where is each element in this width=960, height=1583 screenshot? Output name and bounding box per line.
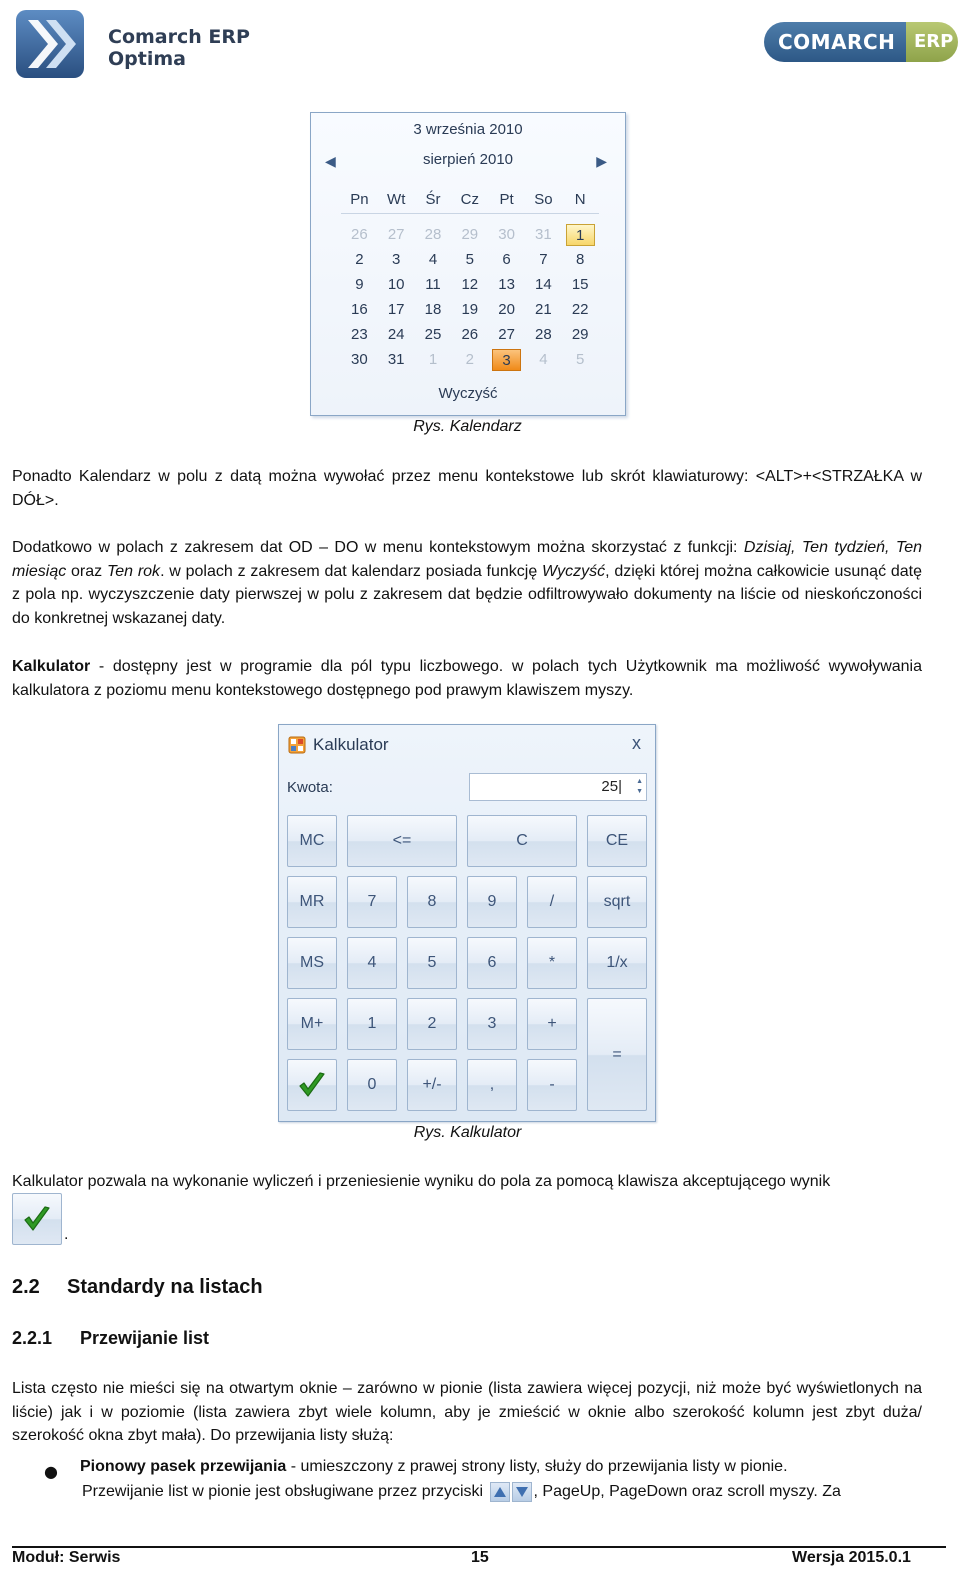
logo-erp-text: ERP [906, 22, 958, 62]
digit-4-button[interactable]: 4 [347, 937, 397, 989]
calendar-day[interactable]: 2 [465, 351, 474, 368]
calendar-day[interactable]: 8 [576, 251, 585, 268]
paragraph-scrolling: Lista często nie mieści się na otwartym oknie – zarówno w pionie (lista zawiera więcej pozycji, niż może być wyświetlonych na liście) jak i w poziomie (lista zawiera zbyt wiele kolumn, aby je zmieścić w oknie albo szerokość kolumn jest zbyt duża/ szerokość okna zbyt mała). Do przewijania listy służą: [12, 1380, 922, 1444]
calendar-day[interactable]: 31 [535, 226, 552, 243]
digit-7-button[interactable]: 7 [347, 876, 397, 928]
calendar-day[interactable]: 3 [392, 251, 401, 268]
heading-number: 2.2.1 [12, 1328, 53, 1348]
calendar-day[interactable]: 28 [424, 226, 442, 243]
calendar-day[interactable]: 14 [535, 276, 552, 293]
calendar-day[interactable]: 27 [387, 226, 405, 243]
section-heading-2-2-1 [12, 1328, 209, 1349]
m-plus-button[interactable]: M+ [287, 998, 337, 1050]
backspace-button[interactable]: <= [347, 815, 457, 867]
sqrt-button[interactable]: sqrt [587, 876, 647, 928]
weekday-label: N [574, 191, 586, 208]
calendar-day[interactable]: 6 [502, 251, 511, 268]
equals-button[interactable]: = [587, 998, 647, 1111]
weekday-label: Cz [460, 191, 479, 208]
calendar-today-label[interactable]: 3 września 2010 [413, 121, 523, 138]
weekday-label: Wt [387, 191, 406, 208]
bullet-title: Pionowy pasek przewijania [80, 1458, 287, 1475]
next-month-arrow-icon[interactable]: ▶ [596, 153, 607, 169]
logo-line-1: Comarch ERP [108, 26, 250, 48]
calendar-caption: Rys. Kalendarz [413, 418, 522, 435]
p2-wyczysc: Wyczyść [542, 562, 606, 580]
optima-logo-icon [14, 8, 86, 80]
logo-text [108, 26, 250, 70]
paragraph-calendar-shortcut: Ponadto Kalendarz w polu z datą można wywołać przez menu kontekstowe lub skrót klawiaturowy: <ALT>+<STRZAŁKA w DÓŁ>. [12, 468, 922, 509]
logo-line-2: Optima [108, 48, 186, 70]
footer-version: Wersja 2015.0.1 [792, 1549, 911, 1566]
calculator-title: Kalkulator [313, 735, 389, 754]
digit-6-button[interactable]: 6 [467, 937, 517, 989]
heading-title: Standardy na listach [67, 1276, 263, 1298]
calendar-day[interactable]: 17 [387, 301, 405, 318]
accept-button-inline [12, 1193, 62, 1245]
calendar-day[interactable]: 7 [539, 251, 548, 268]
digit-9-button[interactable]: 9 [467, 876, 517, 928]
p2-text-e: . w polach z zakresem dat kalendarz posiada funkcję [160, 562, 543, 580]
amount-input[interactable] [469, 773, 647, 801]
calendar-clear-button[interactable]: Wyczyść [438, 385, 498, 402]
comarch-optima-logo [14, 8, 254, 80]
heading-number: 2.2 [12, 1276, 40, 1298]
mr-button[interactable]: MR [287, 876, 337, 928]
p2-functions: Dzisiaj, Ten tydzień, Ten miesiąc [12, 539, 922, 580]
calendar-day[interactable]: 18 [424, 301, 442, 318]
accept-button[interactable] [287, 1059, 337, 1111]
clear-entry-button[interactable]: CE [587, 815, 647, 867]
calculator-window [278, 724, 656, 1122]
calendar-day[interactable]: 4 [539, 351, 548, 368]
comma-button[interactable]: , [467, 1059, 517, 1111]
calendar-day[interactable]: 21 [535, 301, 552, 318]
sign-toggle-button[interactable]: +/- [407, 1059, 457, 1111]
plus-button[interactable]: + [527, 998, 577, 1050]
section-heading-2-2 [12, 1276, 263, 1299]
reciprocal-button[interactable]: 1/x [587, 937, 647, 989]
calendar-day[interactable]: 19 [461, 301, 479, 318]
calendar-day[interactable]: 26 [461, 326, 479, 343]
paragraph-calculator [12, 655, 922, 702]
heading-title: Przewijanie list [80, 1328, 210, 1348]
calendar-separator [341, 213, 599, 214]
footer-divider [12, 1546, 946, 1548]
calendar-day[interactable]: 15 [571, 276, 589, 293]
calendar-day[interactable]: 1 [428, 351, 438, 368]
bullet-text-a: - umieszczony z prawej strony listy, służy do przewijania listy w pionie. [286, 1458, 788, 1475]
weekday-label: Pt [499, 191, 514, 208]
spin-down-icon[interactable]: ▼ [636, 788, 643, 795]
digit-3-button[interactable]: 3 [467, 998, 517, 1050]
bullet-text-c: , PageUp, PageDown oraz scroll myszy. Za [533, 1483, 841, 1500]
digit-2-button[interactable]: 2 [407, 998, 457, 1050]
weekday-label: So [534, 191, 553, 208]
checkmark-icon [297, 1070, 327, 1100]
calendar-day[interactable]: 11 [425, 276, 441, 293]
digit-1-button[interactable]: 1 [347, 998, 397, 1050]
digit-5-button[interactable]: 5 [407, 937, 457, 989]
spin-up-icon[interactable]: ▲ [636, 778, 643, 785]
calendar-month-label[interactable]: sierpień 2010 [422, 151, 514, 168]
calendar-day[interactable]: 3 [492, 349, 521, 371]
calendar-day[interactable]: 9 [355, 276, 364, 293]
calendar-day[interactable]: 23 [351, 326, 368, 343]
weekday-label: Śr [425, 191, 441, 208]
calendar-day[interactable]: 31 [387, 351, 405, 368]
amount-value: 25 [601, 778, 619, 795]
amount-label: Kwota: [287, 779, 333, 796]
calendar-day[interactable]: 28 [535, 326, 552, 343]
scroll-down-arrow-icon [512, 1482, 532, 1502]
bullet-vertical-scrollbar [80, 1455, 922, 1479]
calculator-app-icon [288, 736, 306, 754]
footer-page-number: 15 [471, 1549, 489, 1566]
calendar-day[interactable]: 29 [571, 326, 589, 343]
calendar-day[interactable]: 22 [571, 301, 589, 318]
calendar-day[interactable]: 30 [351, 351, 368, 368]
paragraph-date-range [12, 536, 922, 630]
bullet-dot: ● [44, 1462, 58, 1481]
p2-ten-rok: Ten rok [106, 562, 161, 580]
divide-button[interactable]: / [527, 876, 577, 928]
clear-button[interactable]: C [467, 815, 577, 867]
bullet-text-b: Przewijanie list w pionie jest obsługiwane przez przyciski [82, 1483, 488, 1500]
bullet-line-2 [82, 1480, 924, 1504]
calendar-day[interactable]: 25 [424, 326, 442, 343]
calendar-day[interactable]: 26 [351, 226, 368, 243]
calendar-widget [310, 112, 626, 416]
scroll-arrow-buttons [488, 1482, 534, 1502]
paragraph-calculator-result: Kalkulator pozwala na wykonanie wyliczeń i przeniesienie wyniku do pola za pomocą klawisza akceptującego wynik [12, 1173, 831, 1190]
calendar-day[interactable]: 4 [428, 251, 438, 268]
digit-0-button[interactable]: 0 [347, 1059, 397, 1111]
calendar-day[interactable]: 1 [566, 224, 595, 246]
footer-module: Moduł: Serwis [12, 1549, 121, 1566]
p2-text-g: , dzięki której można całkowicie usunąć datę z pola np. wyczyszczenie daty pierwszej w polu z zakresem dat będzie odfiltrowywało dokumenty na liście od nieskończoności do konkretnej wskazanej daty. [12, 562, 922, 627]
calendar-day[interactable]: 5 [465, 251, 474, 268]
ms-button[interactable]: MS [287, 937, 337, 989]
digit-8-button[interactable]: 8 [407, 876, 457, 928]
calendar-day[interactable]: 27 [498, 326, 515, 343]
amount-spinner[interactable] [633, 777, 643, 797]
calendar-day-grid [341, 223, 599, 373]
calendar-day[interactable]: 10 [387, 276, 405, 293]
calculator-caption: Rys. Kalkulator [413, 1124, 522, 1141]
mc-button[interactable]: MC [287, 815, 337, 867]
calendar-weekdays [341, 191, 599, 208]
logo-comarch-text: COMARCH [764, 22, 912, 62]
scroll-up-arrow-icon [490, 1482, 510, 1502]
calendar-day[interactable]: 16 [351, 301, 368, 318]
calendar-day[interactable]: 13 [498, 276, 515, 293]
p3-text: - dostępny jest w programie dla pól typu liczbowego. w polach tych Użytkownik ma możliwość wywoływania kalkulatora z poziomu menu kontekstowego dostępnego pod prawym klawiszem myszy. [12, 658, 922, 699]
minus-button[interactable]: - [527, 1059, 577, 1111]
paragraph-end-dot: . [64, 1226, 69, 1243]
weekday-label: Pn [350, 191, 369, 208]
calendar-day[interactable]: 5 [576, 351, 585, 368]
close-icon[interactable]: x [632, 733, 641, 753]
p2-text-a: Dodatkowo w polach z zakresem dat OD – DO w menu kontekstowym można skorzystać z funkcji: [12, 539, 744, 556]
prev-month-arrow-icon[interactable]: ◀ [325, 153, 336, 169]
calendar-day[interactable]: 29 [461, 226, 479, 243]
p3-kalkulator: Kalkulator [12, 658, 91, 675]
multiply-button[interactable]: * [527, 937, 577, 989]
comarch-erp-logo [764, 22, 958, 62]
calendar-day[interactable]: 12 [461, 276, 479, 293]
p2-text-c: oraz [66, 562, 107, 580]
text-cursor: | [618, 778, 622, 795]
calendar-day[interactable]: 20 [498, 301, 515, 318]
calendar-day[interactable]: 2 [355, 251, 364, 268]
calendar-day[interactable]: 24 [387, 326, 405, 343]
calendar-day[interactable]: 30 [498, 226, 515, 243]
checkmark-icon [22, 1204, 52, 1234]
